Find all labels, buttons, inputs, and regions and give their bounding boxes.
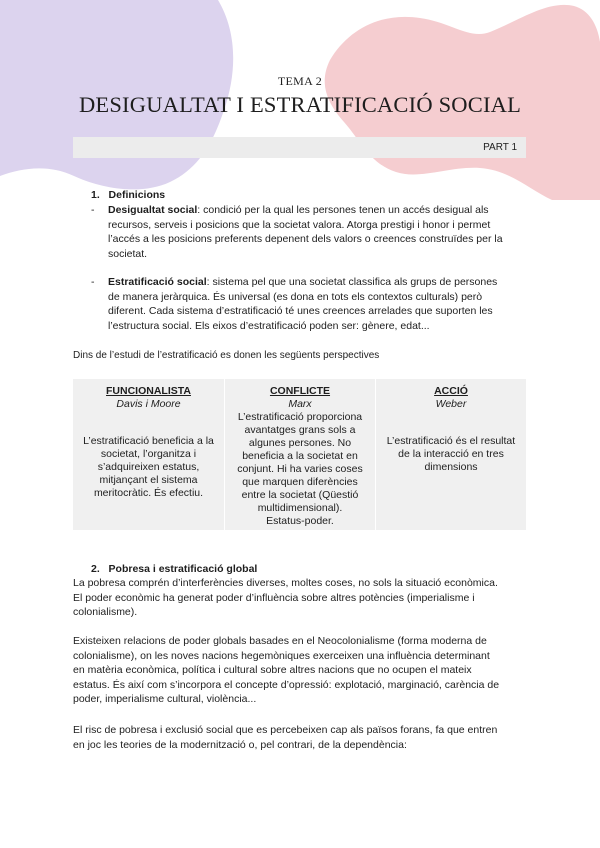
topic-number: TEMA 2 bbox=[277, 74, 323, 88]
paragraph-pobresa: La pobresa comprén d’interferències diverses, moltes coses, no sols la situació econòmica. El poder econòmic ha generat poder d’influència sobre altres potències (imperialisme i colonialisme). bbox=[73, 577, 498, 618]
column-heading: ACCIÓ bbox=[434, 385, 468, 397]
definition-desigualtat: Desigualtat social: condició per la qual les persones tenen un accés desigual als recursos, serveis i posicions que la societat valora. Atorga prestigi i honor i permet l’accés a les posicions preferents depenent dels valors o creences construïdes per la societat. bbox=[108, 204, 503, 260]
column-author: Marx bbox=[288, 398, 312, 410]
column-text: L’estratificació és el resultat de la interacció en tres dimensions bbox=[386, 435, 516, 473]
column-heading: CONFLICTE bbox=[269, 385, 331, 397]
column-text: L’estratificació proporciona avantatges grans sols a algunes persones. No beneficia a la societat en conjunt. Hi ha varies coses que marquen diferències entre la societat (Qüestió multidimensional). Estatus-poder. bbox=[237, 411, 363, 527]
bullet-dash: - bbox=[91, 276, 95, 288]
table-column-accio bbox=[376, 379, 526, 530]
part-bar bbox=[73, 137, 526, 158]
column-author: Weber bbox=[435, 398, 467, 410]
page-title: DESIGUALTAT I ESTRATIFICACIÓ SOCIAL bbox=[78, 92, 522, 117]
perspectives-intro: Dins de l’estudi de l’estratificació es donen les següents perspectives bbox=[73, 350, 380, 361]
definition-estratificacio: Estratificació social: sistema pel que una societat classifica als grups de persones de manera jeràrquica. És universal (es dona en tots els contextos culturals) però diferent. Cada sistema d’estratificació té unes creences arrelades que suporten les l’estructura social. Els eixos d’estratificació poden ser: gènere, edat... bbox=[108, 276, 498, 332]
column-heading: FUNCIONALISTA bbox=[106, 385, 191, 397]
bullet-dash: - bbox=[91, 204, 95, 216]
table-column-funcionalista bbox=[73, 379, 224, 530]
section-1-number: 1. bbox=[91, 189, 100, 201]
section-2-title: Pobresa i estratificació global bbox=[108, 563, 258, 575]
section-2-number: 2. bbox=[91, 563, 100, 575]
paragraph-risc-pobresa: El risc de pobresa i exclusió social que es percebeixen cap als països forans, fa que entren en joc les teories de la modernització o, pel contrari, de la dependència: bbox=[73, 724, 498, 751]
term-estratificacio: Estratificació social bbox=[108, 276, 207, 288]
section-1-title: Definicions bbox=[108, 189, 166, 201]
term-desigualtat: Desigualtat social bbox=[108, 204, 198, 216]
section-1-heading bbox=[91, 188, 165, 203]
column-author: Davis i Moore bbox=[116, 398, 181, 410]
table-column-conflicte bbox=[225, 379, 375, 530]
perspectives-table bbox=[73, 379, 526, 530]
paragraph-neocolonialisme: Existeixen relacions de poder globals basades en el Neocolonialisme (forma moderna de colonialisme), on les noves nacions hegemòniques exerceixen una influència determinant en matèria econòmica, política i cultural sobre altres nacions que no ocupen el mateix estatus. És així com s’incorpora el concepte d’opressió: explotació, marginació, carència de poder, imperialisme cultural, violència... bbox=[73, 635, 500, 705]
section-2-heading bbox=[91, 562, 257, 577]
part-label: PART 1 bbox=[483, 142, 517, 153]
column-text: L’estratificació beneficia a la societat, l’organitza i s’adquireixen estatus, mitjançant el sistema meritocràtic. És efectiu. bbox=[83, 435, 214, 499]
